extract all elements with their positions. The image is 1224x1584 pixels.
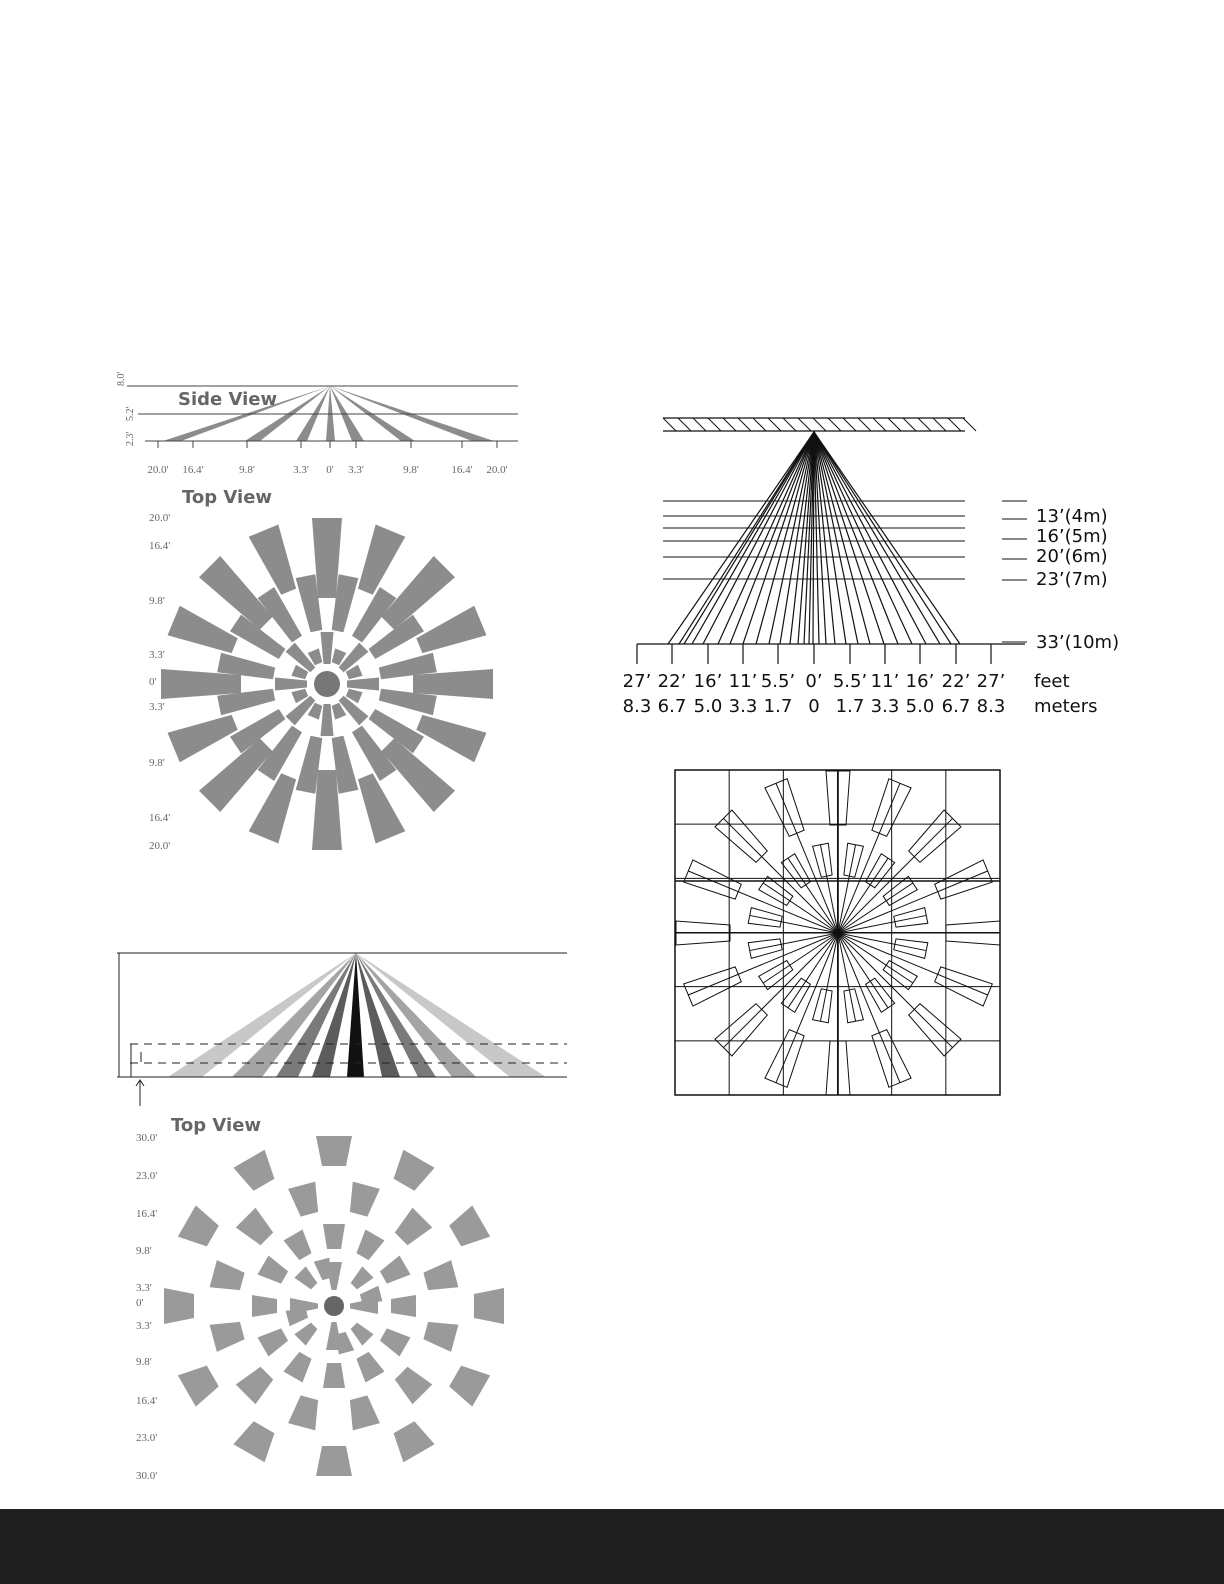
- distance-label: 30.0': [136, 1470, 158, 1482]
- inner-zone: [748, 908, 782, 928]
- inner-zone: [252, 1295, 277, 1317]
- near-zone: [351, 1266, 374, 1289]
- mid-zone: [395, 1208, 433, 1246]
- distance-label: 3.3': [136, 1320, 152, 1332]
- mid-zone: [350, 1395, 380, 1430]
- height-label: 5.2': [125, 406, 136, 421]
- meter-tick-label: 5.0: [905, 696, 935, 717]
- meter-tick-label: 5.0: [693, 696, 723, 717]
- outer-zone: [449, 1366, 490, 1407]
- feet-tick-label: 16’: [693, 671, 723, 692]
- outer-zone: [474, 1288, 504, 1324]
- feet-tick-label: 22’: [941, 671, 971, 692]
- distance-tick-label: 16.4': [451, 464, 473, 476]
- feet-tick-label: 27’: [622, 671, 652, 692]
- distance-label: 23.0': [136, 1170, 158, 1182]
- near-zone: [360, 1286, 383, 1303]
- distance-tick-label: 9.8': [403, 464, 419, 476]
- inner-zone: [356, 1352, 384, 1383]
- inner-zone: [258, 1328, 289, 1356]
- distance-label: 9.8': [136, 1356, 152, 1368]
- outer-zone: [164, 1288, 194, 1324]
- mid-zone: [395, 1367, 433, 1405]
- near-zone: [294, 1266, 317, 1289]
- inner-zone: [748, 939, 782, 959]
- distance-label: 3.3': [136, 1282, 152, 1294]
- outer-zone: [765, 779, 804, 837]
- mid-zone: [210, 1260, 245, 1290]
- meter-tick-label: 0: [808, 696, 820, 717]
- meter-tick-label: 8.3: [622, 696, 652, 717]
- meter-tick-label: 3.3: [870, 696, 900, 717]
- mid-zone: [423, 1260, 458, 1290]
- inner-zone: [894, 908, 928, 928]
- distance-label: 9.8': [149, 757, 165, 769]
- outer-zone: [178, 1205, 219, 1246]
- inner-zone: [380, 1328, 411, 1356]
- feet-tick-label: 0’: [805, 671, 823, 692]
- outer-zone: [233, 1150, 274, 1191]
- distance-tick-label: 3.3': [348, 464, 364, 476]
- side-view-title: Side View: [178, 389, 278, 410]
- mid-zone: [210, 1322, 245, 1352]
- top-view-title: Top View: [182, 487, 273, 508]
- distance-label: 16.4': [136, 1208, 158, 1220]
- sensor-center: [324, 1296, 344, 1316]
- feet-tick-label: 5.5’: [760, 671, 796, 692]
- outer-zone: [684, 860, 742, 899]
- top-view-title: Top View: [171, 1115, 262, 1136]
- inner-zone: [813, 989, 833, 1023]
- footer-bar: [0, 1509, 1224, 1584]
- inner-zone: [844, 989, 864, 1023]
- inner-zone: [813, 843, 833, 877]
- outer-zone: [394, 1421, 435, 1462]
- unit-meters-label: meters: [1034, 696, 1098, 717]
- unit-feet-label: feet: [1034, 671, 1070, 692]
- distance-label: 0': [136, 1297, 144, 1309]
- outer-zone: [935, 860, 993, 899]
- distance-label: 20.0': [149, 512, 171, 524]
- mid-zone: [236, 1367, 274, 1405]
- feet-tick-label: 22’: [657, 671, 687, 692]
- height-label: 8.0': [116, 371, 127, 386]
- distance-tick-label: 20.0': [486, 464, 508, 476]
- top-view-distance-labels: [136, 1132, 157, 1482]
- outer-zone: [178, 1366, 219, 1407]
- inner-zone: [258, 1256, 289, 1284]
- distance-label: 23.0': [136, 1432, 158, 1444]
- distance-label: 9.8': [149, 595, 165, 607]
- mount-height-label: 16’(5m): [1036, 526, 1108, 547]
- mount-height-label: 33’(10m): [1036, 632, 1120, 653]
- outer-zone: [449, 1205, 490, 1246]
- mid-zone: [423, 1322, 458, 1352]
- mount-height-label: 13’(4m): [1036, 506, 1108, 527]
- outer-zone: [233, 1421, 274, 1462]
- distance-label: 16.4': [149, 540, 171, 552]
- mid-zone: [350, 1182, 380, 1217]
- distance-label: 16.4': [149, 812, 171, 824]
- distance-tick-label: 9.8': [239, 464, 255, 476]
- top-view-zones: [676, 771, 1000, 1095]
- inner-zone: [844, 843, 864, 877]
- feet-tick-label: 11’: [870, 671, 900, 692]
- mid-zone: [288, 1182, 318, 1217]
- inner-zone: [894, 939, 928, 959]
- meter-tick-label: 8.3: [976, 696, 1006, 717]
- inner-zone: [380, 1256, 411, 1284]
- distance-label: 0': [149, 676, 157, 688]
- feet-tick-label: 11’: [728, 671, 758, 692]
- height-label: 2.3': [125, 431, 136, 446]
- inner-zone: [284, 1352, 312, 1383]
- feet-tick-label: 16’: [905, 671, 935, 692]
- meter-tick-label: 6.7: [941, 696, 971, 717]
- outer-zone: [316, 1136, 352, 1166]
- distance-label: 20.0': [149, 840, 171, 852]
- distance-label: 30.0': [136, 1132, 158, 1144]
- feet-tick-label: 27’: [976, 671, 1006, 692]
- meter-tick-label: 3.3: [728, 696, 758, 717]
- feet-tick-label: 5.5’: [832, 671, 868, 692]
- outer-zone: [765, 1030, 804, 1088]
- inner-zone: [356, 1230, 384, 1261]
- inner-zone: [323, 1363, 345, 1388]
- near-zone: [294, 1323, 317, 1346]
- mount-height-label: 20’(6m): [1036, 546, 1108, 567]
- outer-zone: [394, 1150, 435, 1191]
- mount-height-label: 23’(7m): [1036, 569, 1108, 590]
- distance-label: 16.4': [136, 1395, 158, 1407]
- inner-zone: [284, 1230, 312, 1261]
- distance-tick-label: 3.3': [293, 464, 309, 476]
- meter-tick-label: 6.7: [657, 696, 687, 717]
- mid-zone: [288, 1395, 318, 1430]
- meter-tick-label: 1.7: [763, 696, 793, 717]
- outer-zone: [316, 1446, 352, 1476]
- near-zone: [351, 1323, 374, 1346]
- distance-label: 3.3': [149, 701, 165, 713]
- inner-zone: [323, 1224, 345, 1249]
- distance-tick-label: 20.0': [147, 464, 169, 476]
- meter-tick-label: 1.7: [835, 696, 865, 717]
- distance-tick-label: 16.4': [182, 464, 204, 476]
- mid-zone: [236, 1208, 274, 1246]
- distance-tick-label: 0': [326, 464, 334, 476]
- distance-label: 3.3': [149, 649, 165, 661]
- distance-label: 9.8': [136, 1245, 152, 1257]
- inner-zone: [391, 1295, 416, 1317]
